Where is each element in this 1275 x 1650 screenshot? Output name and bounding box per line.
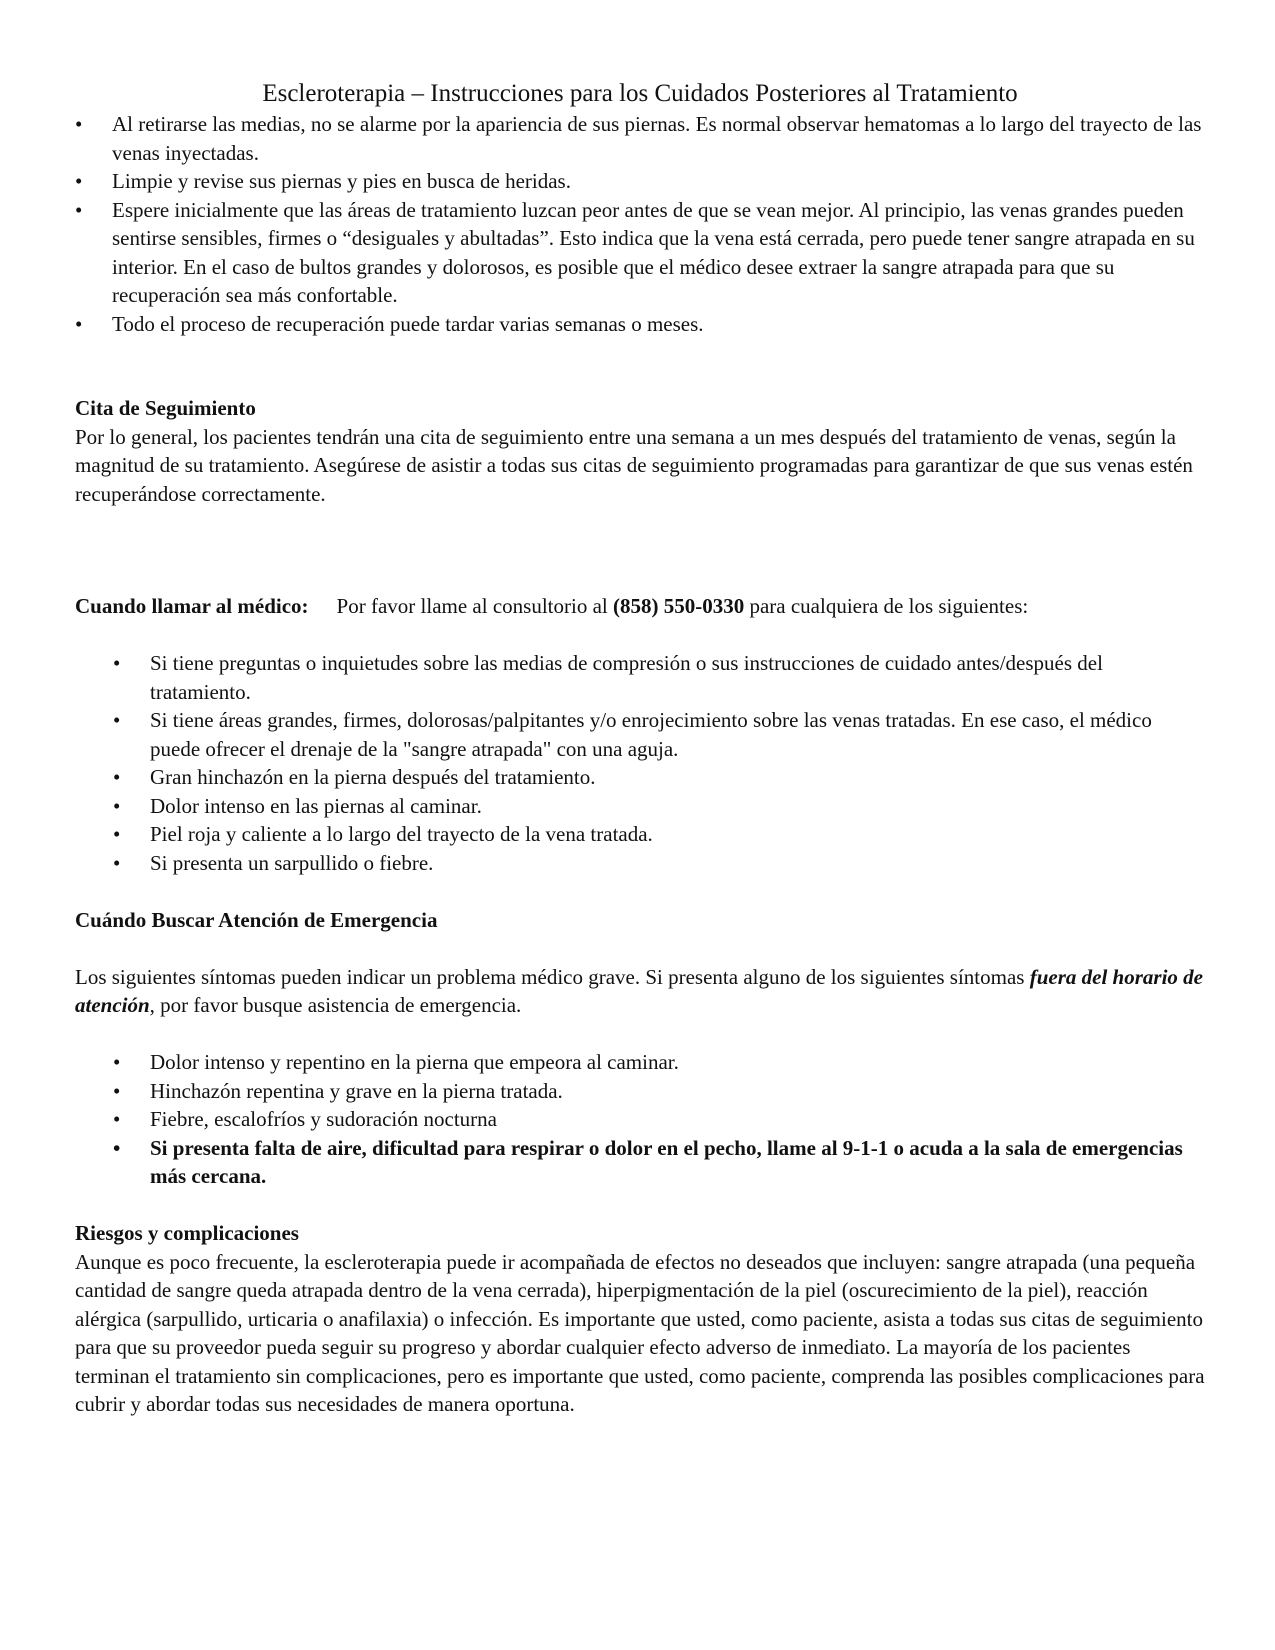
emergency-intro-text: Los siguientes síntomas pueden indicar un problema médico grave. Si presenta alguno de los siguientes síntomas [75,964,1030,989]
emergency-intro-text-end: , por favor busque asistencia de emergencia. [149,993,522,1017]
call-doctor-text: Por favor llame al consultorio al [336,594,613,618]
spacer [75,621,1205,650]
risks-heading: Riesgos y complicaciones [75,1221,299,1245]
list-item: • Si tiene áreas grandes, firmes, dolorosas/palpitantes y/o enrojecimiento sobre las venas tratadas. En ese caso, el médico puede ofrecer el drenaje de la "sangre atrapada" con una aguja. [75,706,1205,763]
list-item: • Dolor intenso y repentino en la pierna que empeora al caminar. [75,1048,1205,1077]
document-title: Escleroterapia – Instrucciones para los Cuidados Posteriores al Tratamiento [262,80,1018,107]
list-item: • Fiebre, escalofríos y sudoración nocturna [75,1105,1205,1134]
list-item: • Si tiene preguntas o inquietudes sobre las medias de compresión o sus instrucciones de cuidado antes/después del tratamiento. [75,649,1205,706]
emergency-call-911-item: • Si presenta falta de aire, dificultad para respirar o dolor en el pecho, llame al 9-1-1 o acuda a la sala de emergencias más cercana. [75,1134,1205,1191]
call-doctor-section [75,592,1205,877]
call-doctor-bullet-list [75,649,1205,877]
aftercare-bullet-list [75,110,1205,338]
risks-section [75,1219,1205,1419]
list-item: • Gran hinchazón en la pierna después del tratamiento. [75,763,1205,792]
emergency-section [75,906,1205,1191]
list-item: • Espere inicialmente que las áreas de tratamiento luzcan peor antes de que se vean mejor. Al principio, las venas grandes pueden sentirse sensibles, firmes o “desiguales y abultadas”. Esto indica que la vena está cerrada, pero puede tener sangre atrapada en su interior. En el caso de bultos grandes y dolorosos, es posible que el médico desee extraer la sangre atrapada para que su recuperación sea más confortable. [75,196,1205,310]
call-doctor-paragraph [75,592,1205,621]
call-doctor-text-end: para cualquiera de los siguientes: [744,594,1029,618]
follow-up-paragraph: Por lo general, los pacientes tendrán una cita de seguimiento entre una semana a un mes después del tratamiento de venas, según la magnitud de su tratamiento. Asegúrese de asistir a todas sus citas de seguimiento programadas para garantizar de que sus venas estén recuperándose correctamente. [75,424,1193,506]
list-item: • Piel roja y caliente a lo largo del trayecto de la vena tratada. [75,820,1205,849]
emergency-intro-emphasis: fuera del horario de atención [75,964,1203,1017]
spacer [75,338,1205,394]
list-item: • Hinchazón repentina y grave en la pierna tratada. [75,1077,1205,1106]
emergency-intro-paragraph [75,963,1205,1020]
emergency-bullet-list [75,1048,1205,1191]
list-item: • Limpie y revise sus piernas y pies en busca de heridas. [75,167,1205,196]
follow-up-section [75,394,1205,508]
list-item: • Si presenta un sarpullido o fiebre. [75,849,1205,878]
spacer [75,508,1205,592]
risks-paragraph: Aunque es poco frecuente, la escleroterapia puede ir acompañada de efectos no deseados que incluyen: sangre atrapada (una pequeña cantidad de sangre queda atrapada dentro de la vena cerrada), hiperpigmentación de la piel (oscurecimiento de la piel), reacción alérgica (sarpullido, urticaria o anafilaxia) o infección. Es importante que usted, como paciente, asista a todas sus citas de seguimiento para que su proveedor pueda seguir su progreso y abordar cualquier efecto adverso de inmediato. La mayoría de los pacientes terminan el tratamiento sin complicaciones, pero es importante que usted, como paciente, comprenda las posibles complicaciones para cubrir y abordar todas sus necesidades de manera oportuna. [75,1249,1205,1416]
spacer [75,1191,1205,1220]
list-item: • Todo el proceso de recuperación puede tardar varias semanas o meses. [75,310,1205,339]
emergency-heading: Cuándo Buscar Atención de Emergencia [75,907,438,932]
phone-number: (858) 550-0330 [612,594,745,618]
spacer [75,934,1205,963]
spacer [75,1020,1205,1049]
spacer [75,877,1205,906]
follow-up-heading: Cita de Seguimiento [75,396,256,420]
list-item: • Dolor intenso en las piernas al caminar. [75,792,1205,821]
list-item: • Al retirarse las medias, no se alarme por la apariencia de sus piernas. Es normal observar hematomas a lo largo del trayecto de las venas inyectadas. [75,110,1205,167]
call-doctor-heading: Cuando llamar al médico: [75,594,309,618]
document-page [75,78,1205,1419]
